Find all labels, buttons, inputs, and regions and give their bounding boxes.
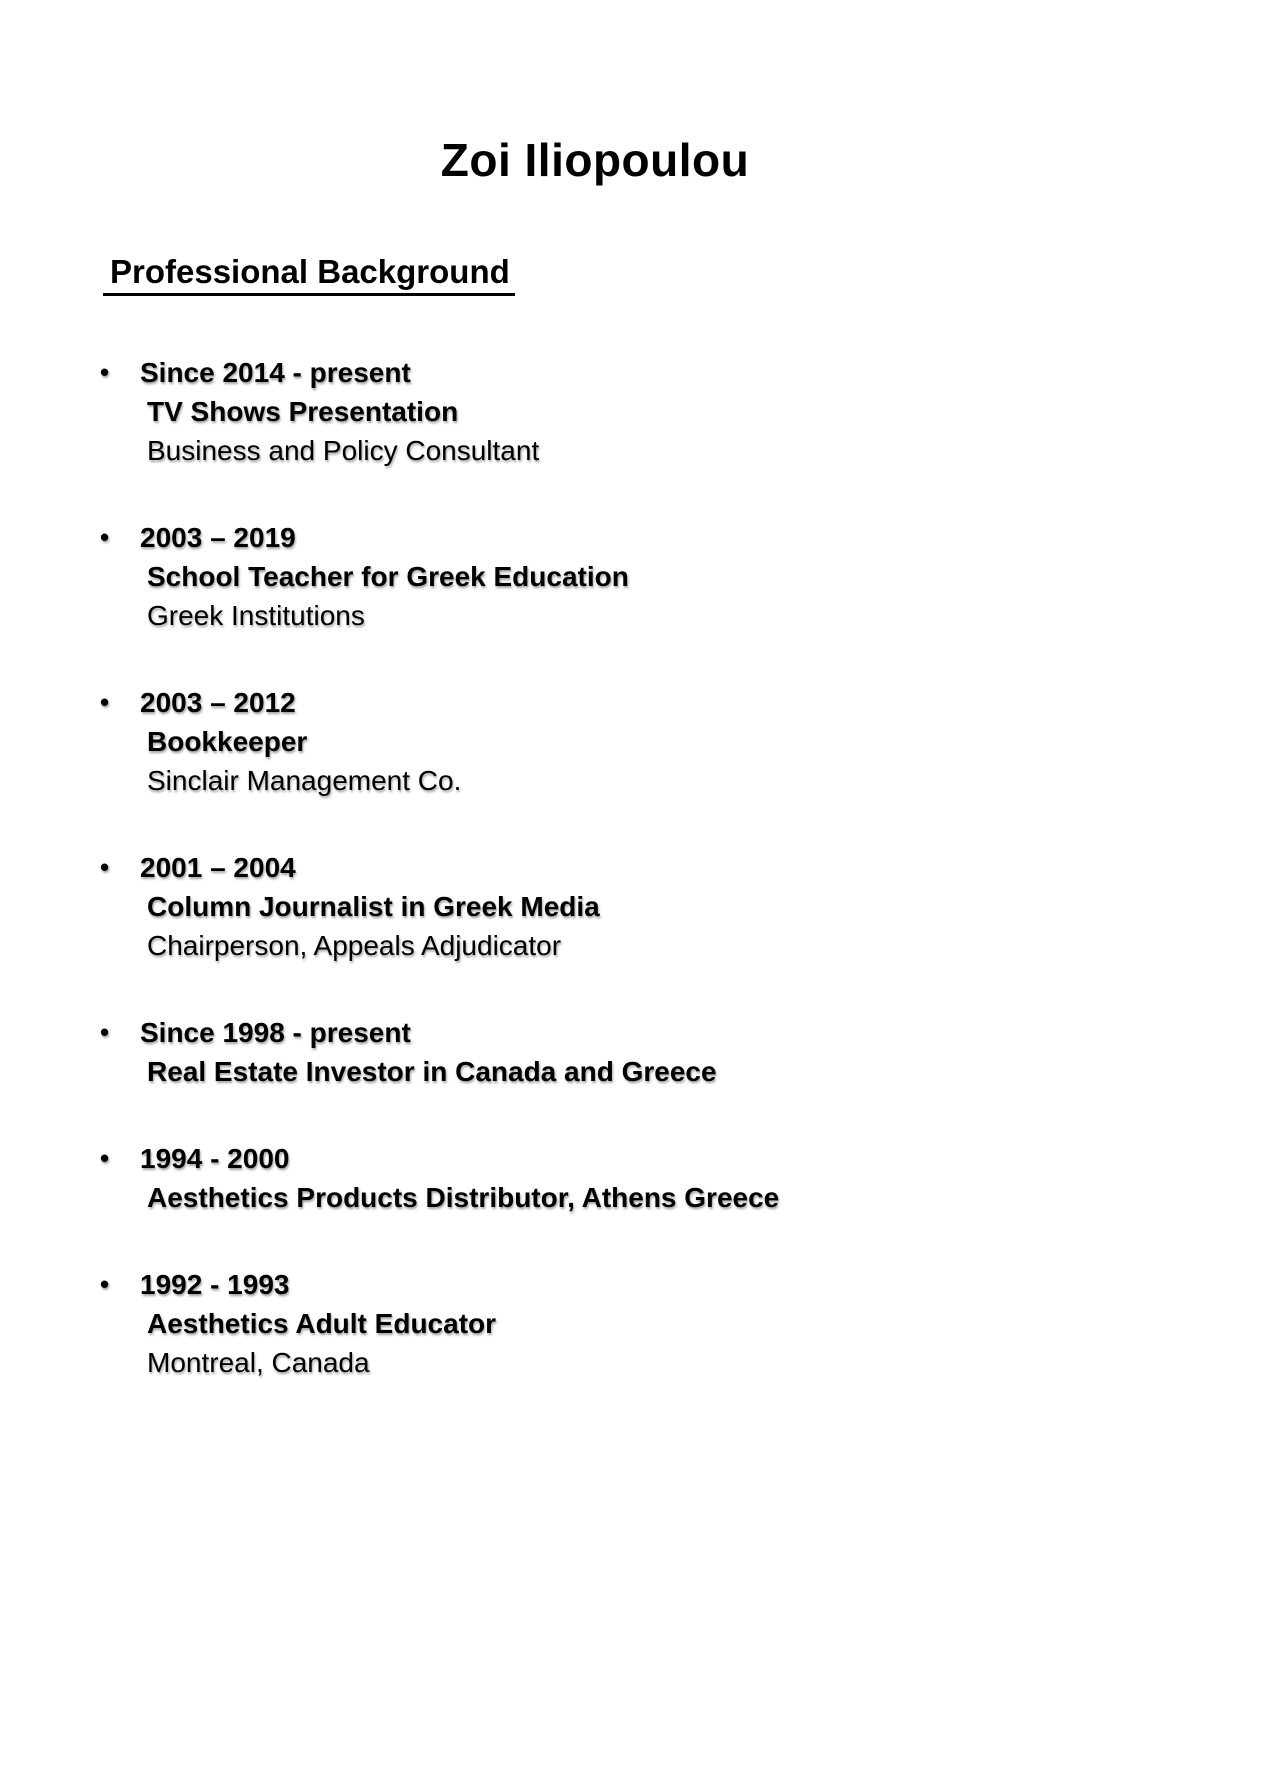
entry-role: Aesthetics Adult Educator [147, 1308, 497, 1339]
bullet-icon: • [100, 687, 110, 717]
entry-role: Aesthetics Products Distributor, Athens Greece [147, 1182, 780, 1213]
page-title: Zoi Iliopoulou [440, 134, 750, 186]
entry-period: 2003 – 2019 [140, 522, 296, 553]
entry-detail: Greek Institutions [147, 600, 365, 631]
entry-text [140, 1013, 1215, 1091]
experience-entry [100, 1265, 1215, 1382]
entry-text [140, 683, 1215, 800]
entry-role: TV Shows Presentation [147, 396, 459, 427]
entry-text [140, 1139, 1215, 1217]
entry-text [140, 353, 1215, 470]
bullet-icon: • [100, 852, 110, 882]
document-page [0, 134, 1275, 1784]
entry-period: 2003 – 2012 [140, 687, 296, 718]
bullet-icon: • [100, 522, 110, 552]
entry-period: Since 2014 - present [140, 357, 411, 388]
experience-entry [100, 518, 1215, 635]
entry-text [140, 518, 1215, 635]
experience-entry [100, 353, 1215, 470]
entry-role: Bookkeeper [147, 726, 308, 757]
entry-detail: Sinclair Management Co. [147, 765, 462, 796]
bullet-icon: • [100, 1143, 110, 1173]
experience-entry [100, 683, 1215, 800]
entry-detail: Montreal, Canada [147, 1347, 370, 1378]
entry-detail: Chairperson, Appeals Adjudicator [147, 930, 562, 961]
experience-entry [100, 1013, 1215, 1091]
entry-text [140, 848, 1215, 965]
entry-period: 1992 - 1993 [140, 1269, 290, 1300]
section-heading-text: Professional Background [103, 252, 515, 296]
experience-entry [100, 848, 1215, 965]
entry-role: Column Journalist in Greek Media [147, 891, 600, 922]
entry-period: 2001 – 2004 [140, 852, 296, 883]
entry-text [140, 1265, 1215, 1382]
entry-period: 1994 - 2000 [140, 1143, 290, 1174]
experience-list [0, 353, 1275, 1382]
entry-role: Real Estate Investor in Canada and Greece [147, 1056, 717, 1087]
bullet-icon: • [100, 357, 110, 387]
bullet-icon: • [100, 1269, 110, 1299]
experience-entry [100, 1139, 1215, 1217]
entry-period: Since 1998 - present [140, 1017, 411, 1048]
entry-detail: Business and Policy Consultant [147, 435, 540, 466]
entry-role: School Teacher for Greek Education [147, 561, 629, 592]
bullet-icon: • [100, 1017, 110, 1047]
section-heading [103, 252, 1275, 296]
